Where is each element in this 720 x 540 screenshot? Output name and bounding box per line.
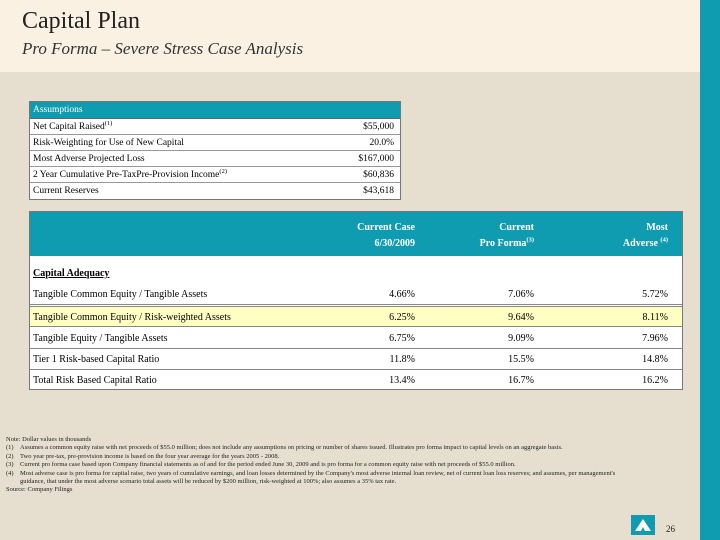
footnote-ref: (2) [219,167,227,175]
footnote-ref: (1) [104,119,113,127]
column-header-pro-forma: Pro Forma$^{(3)}$ [479,236,534,249]
row-label: Total Risk Based Capital Ratio [33,375,157,386]
assumption-row [30,135,400,151]
cell-current-case: 6.25% [389,312,415,323]
cell-pro-forma: 9.09% [508,333,534,344]
column-header-current-case: Current Case [357,222,415,233]
cell-most-adverse: 16.2% [642,375,668,386]
column-header-adverse: Adverse $^{(4)}$ [622,236,668,249]
cell-most-adverse: 8.11% [642,312,668,323]
footnote-intro: Note: Dollar values in thousands [6,436,92,443]
assumption-row [30,151,400,167]
cell-pro-forma: 16.7% [508,375,534,386]
cell-most-adverse: 14.8% [642,354,668,365]
assumptions-table [29,101,401,200]
table-row [30,328,682,349]
header-band [0,0,700,72]
column-header-most: Most [646,222,668,233]
cell-current-case: 6.75% [389,333,415,344]
row-label: Tangible Equity / Tangible Assets [33,333,168,344]
assumption-value: $55,000 [363,122,394,132]
assumption-value: $43,618 [363,186,394,196]
assumption-row [30,119,400,135]
assumption-label: Risk-Weighting for Use of New Capital [33,138,184,148]
page-number: 26 [666,524,675,534]
footnote-item: (2) Two year pre-tax, pre-provision income is based on the four year average for the years 2005 - 2008. [6,452,280,460]
row-label: Tangible Common Equity / Tangible Assets [33,289,208,300]
cell-current-case: 11.8% [389,354,415,365]
table-row-highlighted [30,306,682,327]
row-label: Tangible Common Equity / Risk-weighted Assets [33,312,231,323]
table-row [30,284,682,305]
table-header [30,212,682,256]
section-heading: Capital Adequacy [33,268,110,279]
assumptions-heading: Assumptions [30,102,400,119]
assumption-label: Most Adverse Projected Loss [33,154,145,164]
cell-current-case: 13.4% [389,375,415,386]
assumption-label: Net Capital Raised [33,122,105,132]
column-header-current: Current [499,222,534,233]
capital-adequacy-table [29,211,683,390]
cell-pro-forma: 9.64% [508,312,534,323]
cell-pro-forma: 15.5% [508,354,534,365]
assumption-row [30,183,400,199]
company-logo-icon [631,515,655,535]
assumption-label: 2 Year Cumulative Pre-TaxPre-Provision Income [33,170,220,180]
row-label: Tier 1 Risk-based Capital Ratio [33,354,160,365]
assumption-row [30,167,400,183]
footnote-item: (3) Current pro forma case based upon Company financial statements as of and for the period ended June 30, 2009 and is pro forma for a common equity raise with net proceeds of $55.0 million. [6,461,516,469]
assumption-value: $60,836 [363,170,394,180]
right-accent-bar [700,0,720,540]
footnote-source: Source: Company Filings [6,486,73,494]
footnotes [6,436,626,495]
page-subtitle: Pro Forma – Severe Stress Case Analysis [22,39,304,58]
assumption-label: Current Reserves [33,186,99,196]
table-row [30,349,682,370]
table-row [30,370,682,391]
cell-most-adverse: 7.96% [642,333,668,344]
cell-most-adverse: 5.72% [642,289,668,300]
column-header-date: 6/30/2009 [374,238,415,249]
footnote-item: (4) Most adverse case is pro forma for capital raise, two years of cumulative earnings, and loan losses determined by the Company's most adverse internal loan review, net of current loan loss reserves; and assumes, per management's guidance, that under the most adverse scenario total assets will be reduced by $200 million, risk-weighted at 100%; also assumes a 35% tax rate. [6,469,616,486]
cell-pro-forma: 7.06% [508,289,534,300]
footnote-item: (1) Assumes a common equity raise with net proceeds of $55.0 million; does not include any assumptions on pricing or number of shares issued. Illustrates pro forma impact to capital levels on an aggregate basis. [6,444,563,452]
assumption-value: 20.0% [369,138,394,148]
cell-current-case: 4.66% [389,289,415,300]
assumption-value: $167,000 [358,154,394,164]
page-title: Capital Plan [22,8,140,34]
